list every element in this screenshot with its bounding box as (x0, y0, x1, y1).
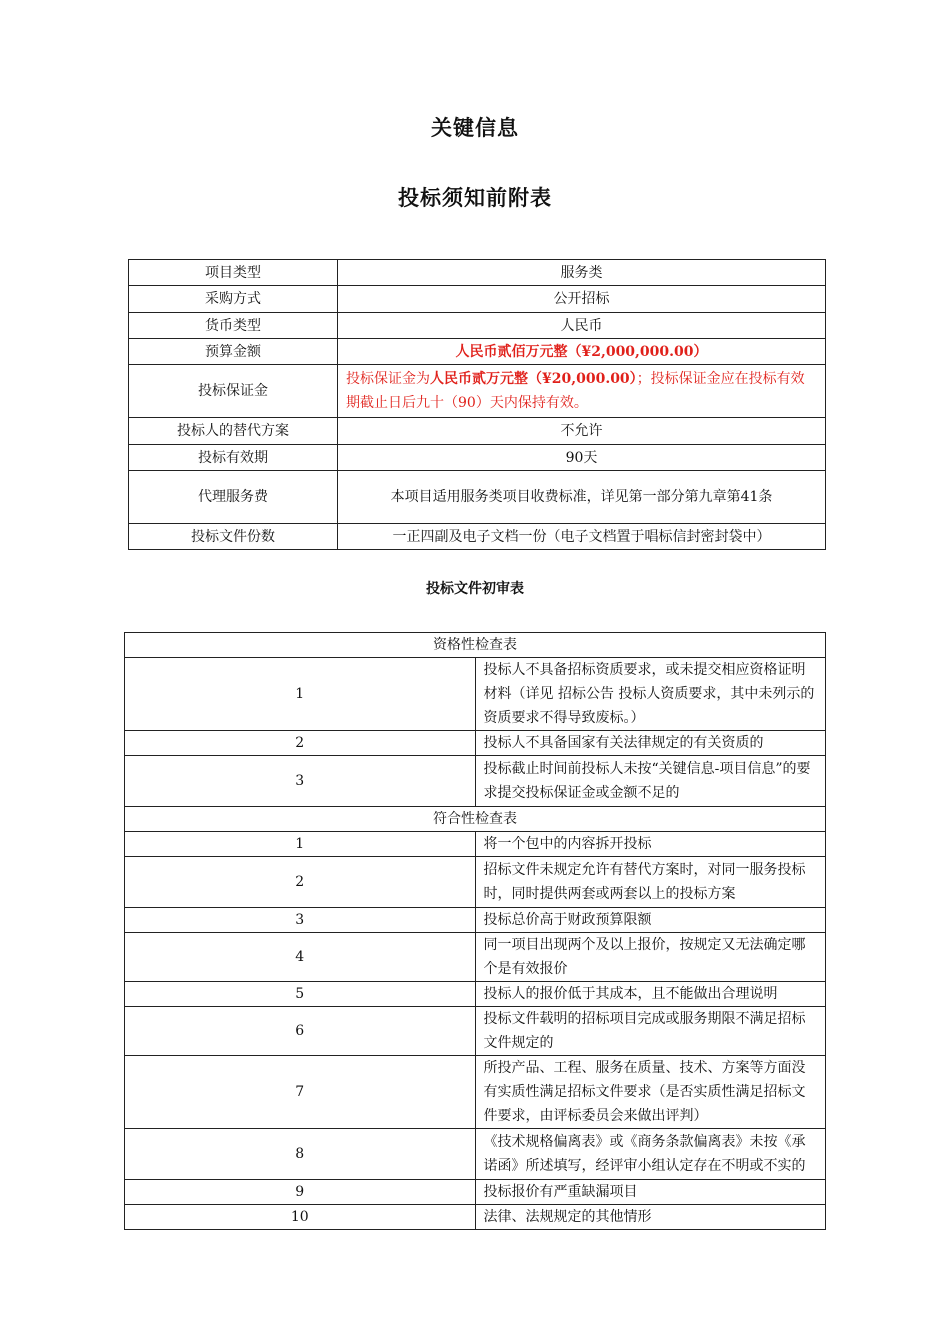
item-number: 1 (125, 832, 476, 857)
item-text: 投标截止时间前投标人未按“关键信息-项目信息”的要求提交投标保证金或金额不足的 (475, 756, 826, 807)
table-row (125, 933, 826, 982)
table-row (125, 1007, 826, 1056)
row-label: 投标文件份数 (129, 524, 338, 550)
item-number: 7 (125, 1056, 476, 1129)
table-row (129, 418, 826, 445)
item-text: 所投产品、工程、服务在质量、技术、方案等方面没有实质性满足招标文件要求（是否实质性满足招标文件要求，由评标委员会来做出评判） (475, 1056, 826, 1129)
budget-amount: 人民币贰佰万元整（¥2,000,000.00） (338, 339, 826, 365)
row-value: 本项目适用服务类项目收费标准，详见第一部分第九章第41条 (338, 471, 826, 524)
bond-suffix: ；投标保证金应在投标有效期截止日后九十（90）天内保持有效。 (346, 371, 805, 411)
table-row (125, 832, 826, 857)
row-label: 投标保证金 (129, 365, 338, 418)
heading-front-table: 投标须知前附表 (398, 186, 552, 210)
item-text: 招标文件未规定允许有替代方案时，对同一服务投标时，同时提供两套或两套以上的投标方案 (475, 857, 826, 908)
item-number: 2 (125, 857, 476, 908)
table-row (129, 445, 826, 471)
row-label: 项目类型 (129, 260, 338, 286)
item-text: 法律、法规规定的其他情形 (475, 1205, 826, 1230)
item-number: 5 (125, 982, 476, 1007)
item-text: 投标文件载明的招标项目完成或服务期限不满足招标文件规定的 (475, 1007, 826, 1056)
qualification-title: 资格性检查表 (125, 633, 826, 658)
item-number: 6 (125, 1007, 476, 1056)
item-text: 投标报价有严重缺漏项目 (475, 1180, 826, 1205)
row-value: 公开招标 (338, 286, 826, 313)
row-label: 投标人的替代方案 (129, 418, 338, 445)
table-row (125, 857, 826, 908)
item-number: 9 (125, 1180, 476, 1205)
table-row (125, 658, 826, 731)
item-text: 同一项目出现两个及以上报价，按规定又无法确定哪个是有效报价 (475, 933, 826, 982)
table-row (129, 313, 826, 339)
row-value: 服务类 (338, 260, 826, 286)
item-number: 2 (125, 731, 476, 756)
table-row (129, 286, 826, 313)
table-row (125, 982, 826, 1007)
row-label: 货币类型 (129, 313, 338, 339)
bond-prefix: 投标保证金为 (346, 371, 430, 387)
table-row (125, 1205, 826, 1230)
row-label: 投标有效期 (129, 445, 338, 471)
table-row (129, 524, 826, 550)
bond-amount: 人民币贰万元整（¥20,000.00） (430, 371, 637, 387)
row-value: 一正四副及电子文档一份（电子文档置于唱标信封密封袋中） (338, 524, 826, 550)
table-row (129, 339, 826, 365)
review-table (124, 632, 826, 1230)
item-text: 投标人不具备招标资质要求，或未提交相应资格证明材料（详见 招标公告 投标人资质要求，其中未列示的资质要求不得导致废标。） (475, 658, 826, 731)
table-row (129, 365, 826, 418)
item-number: 10 (125, 1205, 476, 1230)
section-header-row (125, 633, 826, 658)
table-row (125, 1129, 826, 1180)
row-label: 代理服务费 (129, 471, 338, 524)
table-row (125, 1180, 826, 1205)
item-number: 3 (125, 908, 476, 933)
item-number: 4 (125, 933, 476, 982)
table-row (129, 260, 826, 286)
item-number: 1 (125, 658, 476, 731)
row-value: 人民币 (338, 313, 826, 339)
front-info-table (128, 259, 826, 550)
item-text: 投标人不具备国家有关法律规定的有关资质的 (475, 731, 826, 756)
item-number: 8 (125, 1129, 476, 1180)
item-text: 将一个包中的内容拆开投标 (475, 832, 826, 857)
table-row (125, 756, 826, 807)
item-text: 投标总价高于财政预算限额 (475, 908, 826, 933)
conformity-title: 符合性检查表 (125, 807, 826, 832)
table-row (125, 908, 826, 933)
table-row (125, 731, 826, 756)
heading-review-table: 投标文件初审表 (426, 581, 524, 597)
bid-bond-value (338, 365, 826, 418)
row-value: 不允许 (338, 418, 826, 445)
table-row (125, 1056, 826, 1129)
section-header-row (125, 807, 826, 832)
item-text: 投标人的报价低于其成本，且不能做出合理说明 (475, 982, 826, 1007)
item-text: 《技术规格偏离表》或《商务条款偏离表》未按《承诺函》所述填写，经评审小组认定存在不明或不实的 (475, 1129, 826, 1180)
row-value: 90天 (338, 445, 826, 471)
row-label: 预算金额 (129, 339, 338, 365)
heading-key-info: 关键信息 (431, 116, 519, 140)
table-row (129, 471, 826, 524)
item-number: 3 (125, 756, 476, 807)
row-label: 采购方式 (129, 286, 338, 313)
